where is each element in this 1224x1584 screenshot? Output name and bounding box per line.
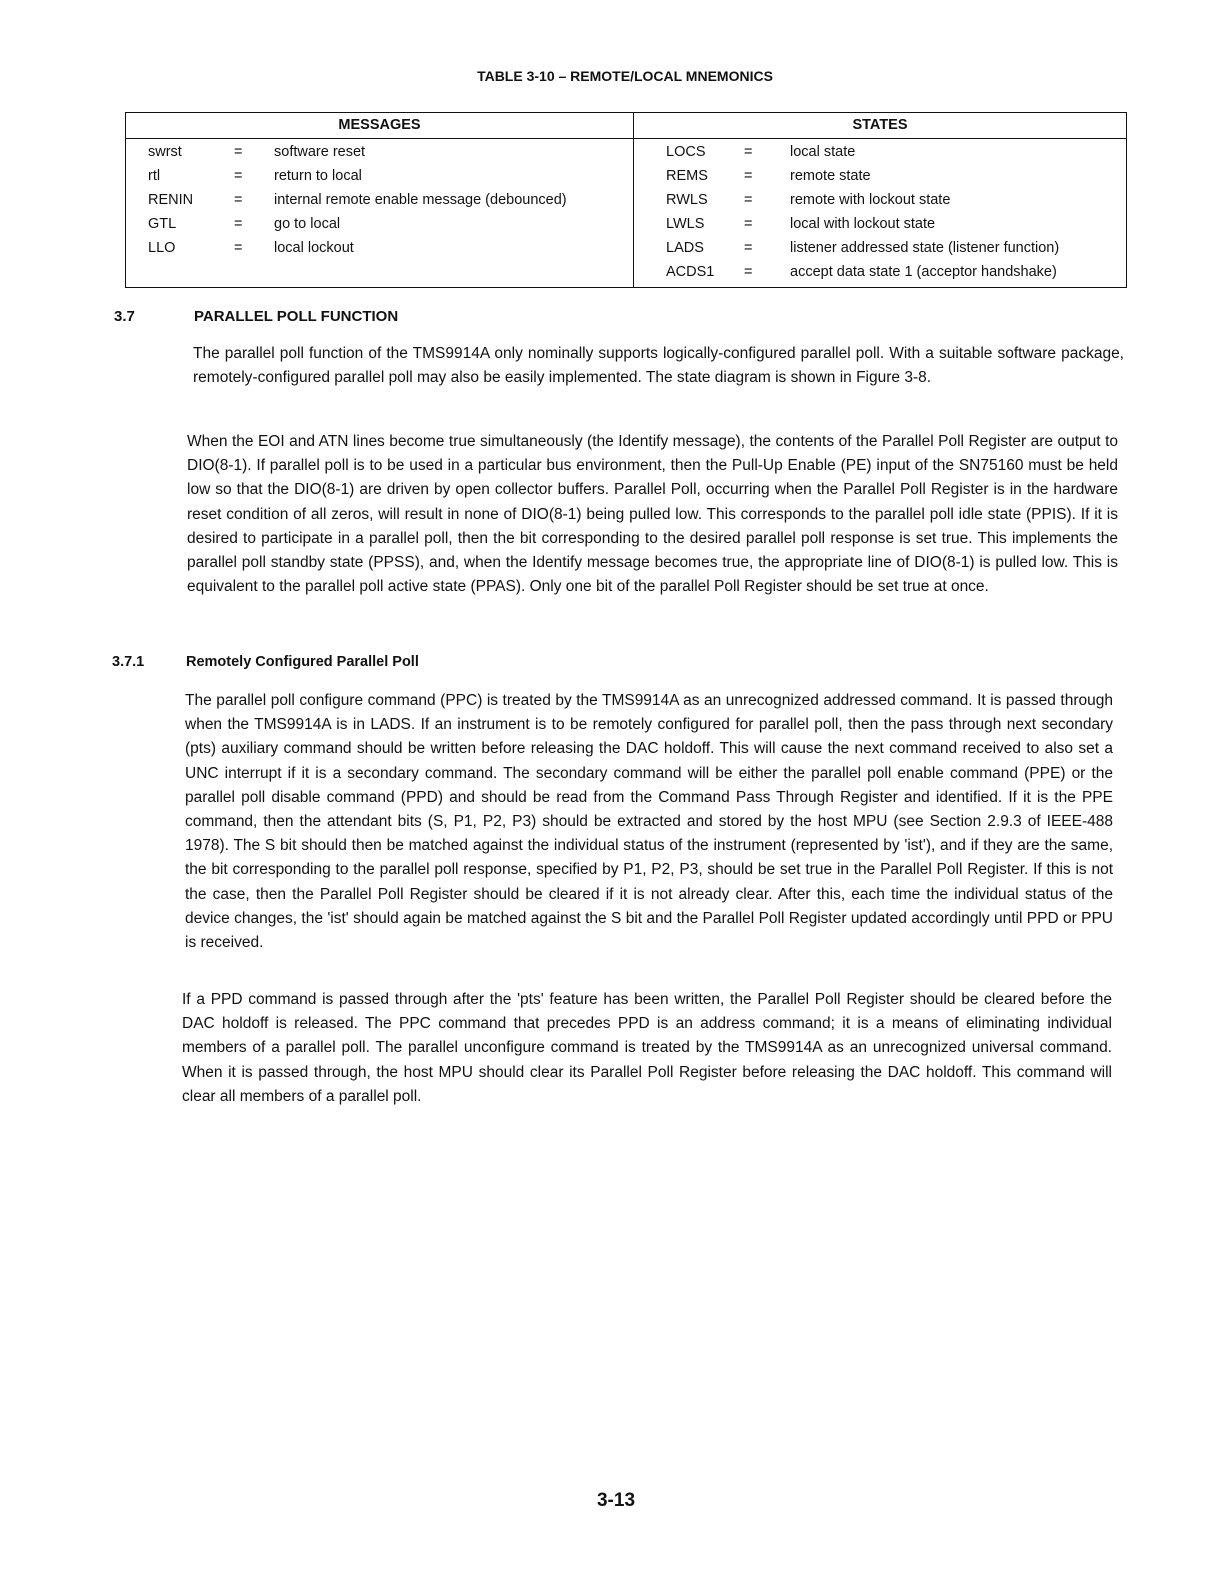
- equals-sign: =: [234, 144, 243, 160]
- message-desc: local lockout: [274, 240, 354, 256]
- states-header: STATES: [634, 113, 1126, 139]
- state-abbr: LADS: [666, 240, 704, 256]
- message-abbr: rtl: [148, 168, 161, 184]
- message-abbr: RENIN: [148, 192, 194, 208]
- state-row: [634, 236, 1126, 260]
- state-abbr: LWLS: [666, 216, 705, 232]
- page-number: 3-13: [596, 1490, 636, 1511]
- state-desc: remote state: [790, 168, 871, 184]
- equals-sign: =: [234, 192, 243, 208]
- section-3-7-paragraph: The parallel poll function of the TMS9914A only nominally supports logically-configured parallel poll. With a suitable software package, remotely-configured parallel poll may also be easily implemented. The state diagram is shown in Figure 3-8.: [193, 345, 1124, 387]
- mnemonics-table: [125, 112, 1127, 288]
- section-3-7-title: PARALLEL POLL FUNCTION: [194, 308, 399, 325]
- state-row: [634, 212, 1126, 236]
- message-row: [126, 188, 633, 212]
- message-desc: return to local: [274, 168, 362, 184]
- messages-header: MESSAGES: [126, 113, 633, 139]
- message-row: [126, 140, 633, 164]
- message-row: [126, 212, 633, 236]
- equals-sign: =: [234, 240, 243, 256]
- section-3-7-number: 3.7: [114, 308, 135, 325]
- section-3-7-1-paragraph: If a PPD command is passed through after the 'pts' feature has been written, the Parallel Poll Register should be cleared before the DAC holdoff is released. The PPC command that precedes PPD is an address command; it is a means of eliminating individual members of a parallel poll. The parallel unconfigure command is treated by the TMS9914A as an unrecognized universal command. When it is passed through, the host MPU should clear its Parallel Poll Register before releasing the DAC holdoff. This command will clear all members of a parallel poll.: [182, 991, 1112, 1105]
- message-desc: internal remote enable message (debounced): [274, 192, 567, 208]
- state-desc: listener addressed state (listener function): [790, 240, 1060, 256]
- state-desc: local state: [790, 144, 856, 160]
- state-row: [634, 164, 1126, 188]
- state-desc: remote with lockout state: [790, 192, 951, 208]
- section-3-7-1-title: Remotely Configured Parallel Poll: [186, 654, 419, 670]
- state-row: [634, 140, 1126, 164]
- section-3-7-paragraph: When the EOI and ATN lines become true simultaneously (the Identify message), the contents of the Parallel Poll Register are output to DIO(8-1). If parallel poll is to be used in a particular bus environment, then the Pull-Up Enable (PE) input of the SN75160 must be held low so that the DIO(8-1) are driven by open collector buffers. Parallel Poll, occurring when the Parallel Poll Register is in the hardware reset condition of all zeros, will result in none of DIO(8-1) being pulled low. This corresponds to the parallel poll idle state (PPIS). If it is desired to participate in a parallel poll, then the bit corresponding to the desired parallel poll response is set true. This implements the parallel poll standby state (PPSS), and, when the Identify message becomes true, the appropriate line of DIO(8-1) is pulled low. This is equivalent to the parallel poll active state (PPAS). Only one bit of the parallel Poll Register should be set true at once.: [187, 433, 1118, 596]
- messages-column: [126, 113, 634, 287]
- message-row: [126, 236, 633, 260]
- equals-sign: =: [234, 168, 243, 184]
- state-abbr: LOCS: [666, 144, 706, 160]
- equals-sign: =: [744, 192, 753, 208]
- equals-sign: =: [744, 144, 753, 160]
- message-abbr: LLO: [148, 240, 176, 256]
- state-row: [634, 188, 1126, 212]
- state-row: [634, 260, 1126, 284]
- message-abbr: swrst: [148, 144, 182, 160]
- state-desc: accept data state 1 (acceptor handshake): [790, 264, 1057, 280]
- equals-sign: =: [234, 216, 243, 232]
- table-title: TABLE 3-10 – REMOTE/LOCAL MNEMONICS: [477, 68, 773, 84]
- message-desc: software reset: [274, 144, 366, 160]
- equals-sign: =: [744, 216, 753, 232]
- message-abbr: GTL: [148, 216, 177, 232]
- equals-sign: =: [744, 264, 753, 280]
- equals-sign: =: [744, 240, 753, 256]
- state-abbr: REMS: [666, 168, 708, 184]
- section-3-7-1-number: 3.7.1: [112, 654, 145, 670]
- message-row: [126, 164, 633, 188]
- equals-sign: =: [744, 168, 753, 184]
- state-abbr: ACDS1: [666, 264, 715, 280]
- state-desc: local with lockout state: [790, 216, 936, 232]
- states-column: [634, 113, 1126, 287]
- message-desc: go to local: [274, 216, 341, 232]
- section-3-7-1-paragraph: The parallel poll configure command (PPC) is treated by the TMS9914A as an unrecognized addressed command. It is passed through when the TMS9914A is in LADS. If an instrument is to be remotely configured for parallel poll, then the pass through next secondary (pts) auxiliary command should be written before releasing the DAC holdoff. This will cause the next command received to also set a UNC interrupt if it is a secondary command. The secondary command will be either the parallel poll enable command (PPE) or the parallel poll disable command (PPD) and should be read from the Command Pass Through Register and identified. If it is the PPE command, then the attendant bits (S, P1, P2, P3) should be extracted and stored by the host MPU (see Section 2.9.3 of IEEE-488 1978). The S bit should then be matched against the individual status of the instrument (represented by 'ist'), and if they are the same, the bit corresponding to the parallel poll response, specified by P1, P2, P3, should be set true in the Parallel Poll Register. If this is not the case, then the Parallel Poll Register should be cleared if it is not already clear. After this, each time the individual status of the device changes, the 'ist' should again be matched against the S bit and the Parallel Poll Register updated accordingly until PPD or PPU is received.: [185, 692, 1113, 952]
- state-abbr: RWLS: [666, 192, 708, 208]
